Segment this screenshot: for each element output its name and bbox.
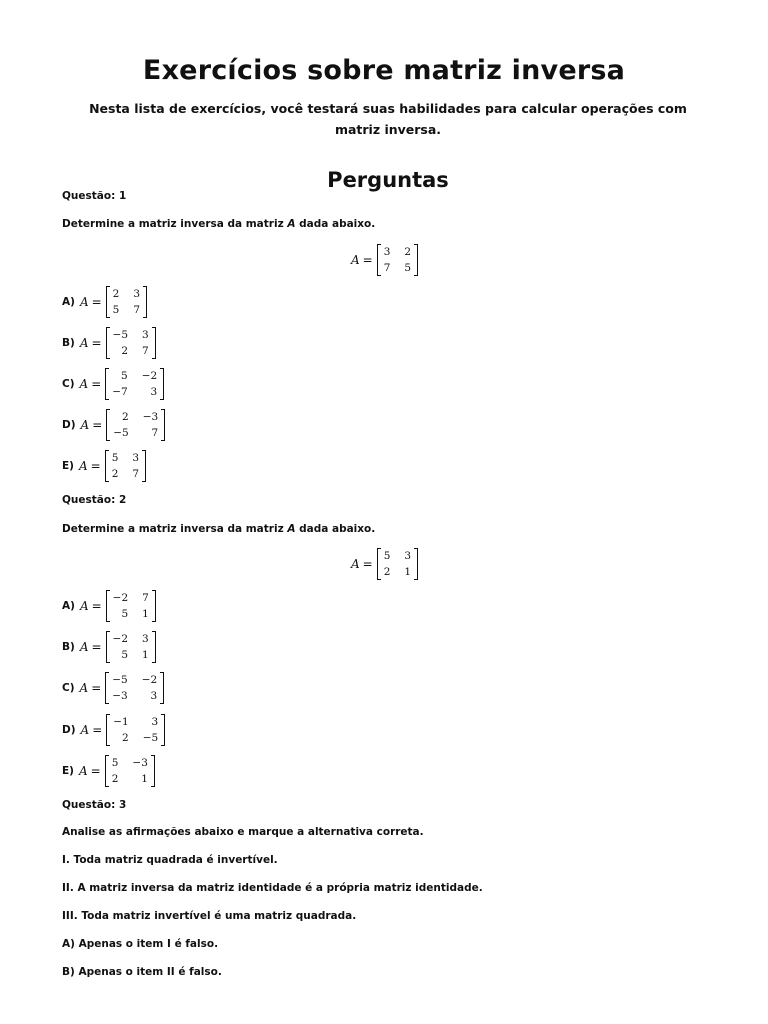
question-1-option-e[interactable]: E) A = 5 3 2 7 [62, 450, 146, 482]
question-1-text: Determine a matriz inversa da matriz A dada abaixo. [62, 218, 376, 230]
question-3-option-a[interactable]: A) Apenas o item I é falso. [62, 938, 219, 950]
matrix: −5 −2 −3 3 [105, 672, 164, 704]
matrix: −1 3 2 −5 [106, 714, 165, 746]
question-2-option-b[interactable]: B) A = −2 3 5 1 [62, 631, 156, 663]
page-title: Exercícios sobre matriz inversa [142, 55, 626, 86]
question-2-text: Determine a matriz inversa da matriz A dada abaixo. [62, 523, 376, 535]
question-3-label: Questão: 3 [62, 799, 127, 811]
question-2-option-a[interactable]: A) A = −2 7 5 1 [62, 590, 156, 622]
matrix: 5 −3 2 1 [105, 755, 155, 787]
matrix: 2 3 5 7 [106, 286, 147, 318]
question-1-option-a[interactable]: A) A = 2 3 5 7 [62, 286, 147, 318]
question-3-text: Analise as afirmações abaixo e marque a alternativa correta. [62, 826, 424, 838]
question-3-statement-2: II. A matriz inversa da matriz identidade é a própria matriz identidade. [62, 882, 483, 894]
question-2-given-matrix: A = 5 3 2 1 [351, 548, 418, 580]
question-2-label: Questão: 2 [62, 494, 127, 506]
matrix: 2 −3 −5 7 [106, 409, 165, 441]
matrix: −5 3 2 7 [106, 327, 156, 359]
page-subtitle: Nesta lista de exercícios, você testará suas habilidades para calcular operações com matriz inversa. [89, 101, 687, 137]
matrix: 5 3 2 7 [105, 450, 146, 482]
question-2-option-d[interactable]: D) A = −1 3 2 −5 [62, 714, 165, 746]
question-1-option-c[interactable]: C) A = 5 −2 −7 3 [62, 368, 164, 400]
matrix: −2 3 5 1 [106, 631, 156, 663]
question-3-statement-1: I. Toda matriz quadrada é invertível. [62, 854, 278, 866]
question-3-statement-3: III. Toda matriz invertível é uma matriz quadrada. [62, 910, 357, 922]
question-2-option-c[interactable]: C) A = −5 −2 −3 3 [62, 672, 164, 704]
question-1-option-b[interactable]: B) A = −5 3 2 7 [62, 327, 156, 359]
matrix: 3 2 7 5 [377, 244, 418, 276]
question-2-option-e[interactable]: E) A = 5 −3 2 1 [62, 755, 155, 787]
matrix: −2 7 5 1 [106, 590, 156, 622]
question-1-option-d[interactable]: D) A = 2 −3 −5 7 [62, 409, 165, 441]
question-1-label: Questão: 1 [62, 190, 127, 202]
question-3-option-b[interactable]: B) Apenas o item II é falso. [62, 966, 222, 978]
matrix: 5 −2 −7 3 [105, 368, 164, 400]
question-1-given-matrix: A = 3 2 7 5 [351, 244, 418, 276]
matrix: 5 3 2 1 [377, 548, 418, 580]
section-heading: Perguntas [327, 168, 449, 192]
